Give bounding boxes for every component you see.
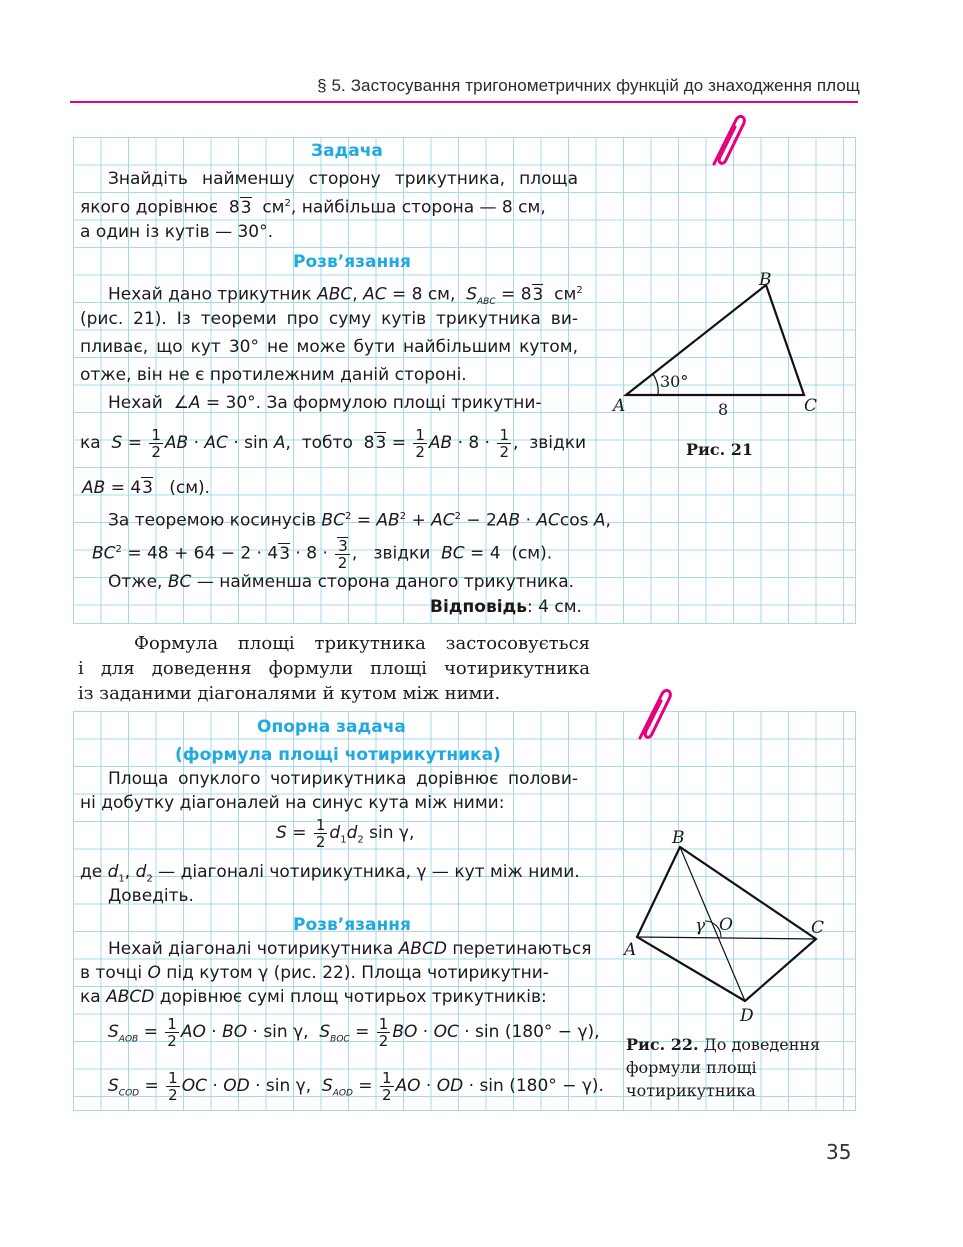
label-b: B xyxy=(759,270,772,290)
fig22-caption-text-1: До доведення xyxy=(703,1035,821,1054)
label-a: A xyxy=(624,940,637,960)
angle-arc xyxy=(653,374,658,395)
para-line-1: Формула площі трикутника застосовується xyxy=(134,633,590,654)
task-line-1: Знайдіть найменшу сторону трикутника, площа xyxy=(108,169,578,189)
answer-label: Відповідь xyxy=(430,597,528,617)
sol-line-1: Нехай дано трикутник ABC, AC = 8 см, $S_{ABC} = 83$ $см^2$ xyxy=(108,284,583,308)
label-b: B xyxy=(672,828,685,848)
answer-value: : 4 см. xyxy=(527,597,582,617)
ref-solution-title: Розв’язання xyxy=(293,915,411,935)
fig22-caption-line-3: чотирикутника xyxy=(626,1081,756,1100)
label-gamma: γ xyxy=(695,916,706,936)
page-number: 35 xyxy=(826,1140,852,1164)
sol-line-7: AB = 43 (см). xyxy=(82,478,211,498)
where-line: де $d_1$, $d_2$ — діагоналі чотирикутника, γ — кут між ними. xyxy=(80,862,580,885)
triangle-abc xyxy=(626,285,804,395)
reference-task-subtitle: (формула площі чотирикутника) xyxy=(175,745,501,765)
prove-line: Доведіть. xyxy=(108,886,194,906)
para-line-2: і для доведення формули площі чотирикутника xyxy=(78,658,590,679)
ref-line-2: ні добутку діагоналей на синус кута між ними: xyxy=(80,793,505,813)
sol-line-10: Отже, BC — найменша сторона даного трикутника. xyxy=(108,572,575,592)
transition-paragraph xyxy=(78,631,590,706)
sol-line-6: ка S = $\frac{1}{2}$ AB · AC · sin A, тобто 83 = $\frac{1}{2}$ AB · 8 · $\frac{1}{2}$ , звідки xyxy=(80,425,587,461)
solution-title: Розв’язання xyxy=(293,252,411,272)
ref-line-1: Площа опуклого чотирикутника дорівнює полови- xyxy=(108,769,578,789)
figure-22-caption xyxy=(626,1033,820,1102)
paperclip-icon xyxy=(700,112,750,172)
angle-label: 30° xyxy=(660,372,689,391)
figure-22 xyxy=(615,825,845,1025)
sol-line-3: пливає, що кут 30° не може бути найбільшим кутом, xyxy=(80,337,578,357)
ref-sol-line-1: Нехай діагоналі чотирикутника ABCD перетинаються xyxy=(108,939,592,959)
area-formula-2: $S_{COD}$ = $\frac{1}{2}$ OC · OD · sin γ, $S_{AOD}$ = $\frac{1}{2}$ AO · OD · sin (180° − γ). xyxy=(108,1068,604,1104)
label-d: D xyxy=(740,1006,754,1025)
header-rule xyxy=(70,101,858,103)
sol-line-9: $BC^2 = 48 + 64 - 2 \cdot 43 \cdot 8$ · $\frac{3}{2}$ , звідки BC = 4 (см). xyxy=(92,536,553,572)
label-a: A xyxy=(613,396,626,416)
task-line-2: якого дорівнює 83 $см^2$, найбільша сторона — 8 см, xyxy=(80,197,546,218)
ref-sol-line-2: в точці O під кутом γ (рис. 22). Площа чотирикутни- xyxy=(80,963,549,983)
answer-line xyxy=(430,597,582,617)
figure-21 xyxy=(605,265,835,425)
sol-line-5: Нехай ∠A = 30°. За формулою площі трикутни- xyxy=(108,393,542,413)
paperclip-icon-2 xyxy=(626,686,676,746)
para-line-3: із заданими діагоналями й кутом між ними. xyxy=(78,683,501,704)
label-o: O xyxy=(719,915,733,935)
sol-line-8: За теоремою косинусів $BC^2 = AB^2 + AC^2 - 2AB \cdot ACcos$ A, xyxy=(108,510,611,531)
label-c: C xyxy=(804,396,818,416)
fig22-caption-line-1 xyxy=(626,1033,820,1056)
diagonal-ac xyxy=(637,937,816,939)
sol-line-4: отже, він не є протилежним даній стороні. xyxy=(80,365,467,385)
fig22-caption-bold: Рис. 22. xyxy=(626,1035,699,1054)
fig22-caption-line-2: формули площі xyxy=(626,1058,757,1077)
running-header: § 5. Застосування тригонометричних функцій до знаходження площ xyxy=(317,76,860,95)
sol-line-2: (рис. 21). Із теореми про суму кутів трикутника ви- xyxy=(80,309,578,329)
side-label: 8 xyxy=(718,400,729,419)
label-c: C xyxy=(811,918,825,938)
reference-task-title: Опорна задача xyxy=(257,717,406,737)
task-line-3: а один із кутів — 30°. xyxy=(80,222,274,242)
formula-area: S = $\frac{1}{2}$ $d_1d_2$ sin γ, xyxy=(276,815,415,851)
task-title: Задача xyxy=(311,141,383,161)
figure-21-caption: Рис. 21 xyxy=(686,440,754,459)
ref-sol-line-3: ка ABCD дорівнює сумі площ чотирьох трикутників: xyxy=(80,987,547,1007)
area-formula-1: $S_{AOB}$ = $\frac{1}{2}$ AO · BO · sin γ, $S_{BOC}$ = $\frac{1}{2}$ BO · OC · sin (180° − γ), xyxy=(108,1014,600,1050)
